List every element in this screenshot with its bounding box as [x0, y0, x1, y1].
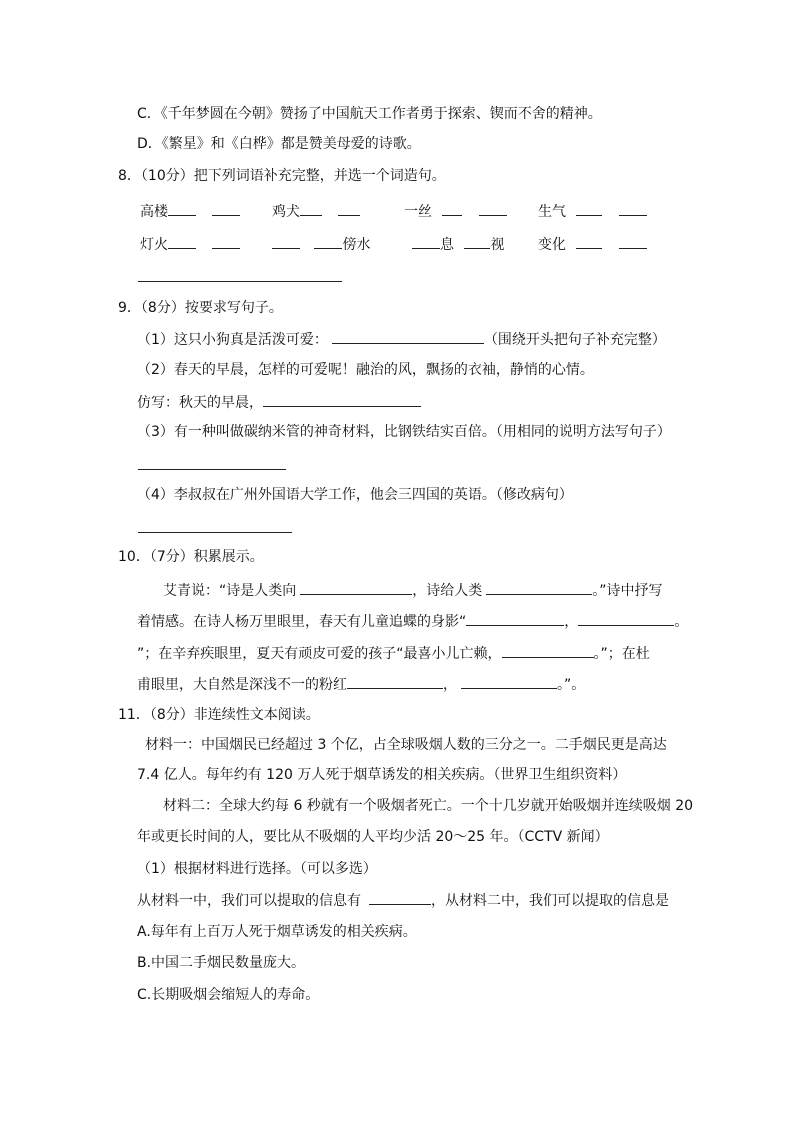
q11-option-b: B.中国二手烟民数量庞大。 — [137, 955, 306, 971]
q10-text: ， — [443, 677, 457, 693]
q8-word-yisi — [404, 201, 507, 222]
q10-text: 艾青说：“诗是人类向 — [163, 583, 297, 599]
q10-text: 甫眼里，大自然是深浅不一的粉红 — [137, 677, 347, 693]
q10-line-1 — [163, 580, 663, 601]
q11-material-2-a: 材料二：全球大约每 6 秒就有一个吸烟者死亡。一个十几岁就开始吸烟并连续吸烟 20 — [163, 798, 694, 814]
answer-blank[interactable] — [576, 201, 602, 216]
q10-text: 着情感。在诗人杨万里眼里，春天有儿童追蝶的身影“ — [137, 614, 467, 630]
q9-item-3-answer-line[interactable] — [138, 469, 286, 470]
q9-imitation — [137, 392, 421, 413]
answer-blank[interactable] — [619, 234, 647, 249]
q10-line-2 — [137, 611, 688, 632]
q9-item-1 — [137, 329, 666, 350]
q10-text: 。”诗中抒写 — [592, 583, 663, 599]
q11-item-1-question — [137, 890, 669, 911]
answer-blank[interactable] — [578, 611, 674, 626]
q11-title: 11．（8分）非连续性文本阅读。 — [118, 707, 320, 723]
q10-text: 。”；在杜 — [593, 646, 650, 662]
answer-blank[interactable] — [212, 201, 240, 216]
answer-blank[interactable] — [300, 580, 412, 595]
answer-blank[interactable] — [168, 234, 196, 249]
q10-title: 10．（7分）积累展示。 — [118, 549, 264, 565]
q11-option-c: C.长期吸烟会缩短人的寿命。 — [137, 987, 320, 1003]
q8-word-text: 一丝 — [404, 204, 432, 220]
answer-blank[interactable] — [272, 234, 300, 249]
answer-blank[interactable] — [300, 201, 322, 216]
q10-text: 。”。 — [557, 677, 586, 693]
answer-blank[interactable] — [466, 611, 564, 626]
answer-blank[interactable] — [461, 674, 557, 689]
q10-line-4 — [137, 674, 585, 695]
q11-text: ，从材料二中，我们可以提取的信息是 — [431, 893, 669, 909]
answer-blank[interactable] — [369, 890, 431, 905]
q8-word-bangshui — [272, 234, 370, 255]
q7-option-c: C．《千年梦圆在今朝》赞扬了中国航天工作者勇于探索、锲而不舍的精神。 — [137, 106, 602, 122]
q8-word-text: 息 — [440, 237, 454, 253]
answer-blank[interactable] — [412, 234, 440, 249]
q11-item-1: （1）根据材料进行选择。（可以多选） — [137, 861, 377, 877]
q8-word-jiquan — [272, 201, 360, 222]
q9-item-2: （2）春天的早晨，怎样的可爱呢！融治的风，飘扬的衣袖，静悄的心情。 — [137, 362, 594, 378]
q11-material-1-b: 7.4 亿人。每年约有 120 万人死于烟草诱发的相关疾病。（世界卫生组织资料） — [137, 767, 627, 783]
q11-material-2-b: 年或更长时间的人，要比从不吸烟的人平均少活 20～25 年。（CCTV 新闻） — [137, 829, 609, 845]
q8-word-xishi — [412, 234, 504, 255]
q7-option-d: D．《繁星》和《白桦》都是赞美母爱的诗歌。 — [137, 136, 421, 152]
q10-line-3 — [137, 643, 650, 664]
q8-word-denghuo — [140, 234, 240, 255]
q8-sentence-line[interactable] — [138, 281, 342, 282]
q8-word-text: 高楼 — [140, 204, 168, 220]
q8-word-text: 生气 — [538, 204, 566, 220]
q9-item-1-text: （1）这只小狗真是活泼可爱： — [137, 332, 328, 348]
answer-blank[interactable] — [314, 234, 342, 249]
q9-title: 9．（8分）按要求写句子。 — [118, 300, 283, 316]
q9-imitation-text: 仿写：秋天的早晨， — [137, 395, 263, 411]
answer-blank[interactable] — [338, 201, 360, 216]
answer-blank[interactable] — [502, 643, 594, 658]
answer-blank[interactable] — [442, 201, 462, 216]
answer-blank[interactable] — [347, 674, 443, 689]
q8-word-text: 鸡犬 — [272, 204, 300, 220]
q8-word-text: 傍水 — [342, 237, 371, 253]
q11-material-1-a: 材料一：中国烟民已经超过 3 个亿，占全球吸烟人数的三分之一。二手烟民更是高达 — [145, 737, 667, 753]
answer-blank[interactable] — [486, 580, 592, 595]
q8-word-text: 变化 — [538, 237, 566, 253]
answer-blank[interactable] — [619, 201, 647, 216]
answer-blank[interactable] — [464, 234, 490, 249]
q9-item-4-answer-line[interactable] — [138, 532, 292, 533]
answer-blank[interactable] — [168, 201, 196, 216]
q8-title: 8．（10分）把下列词语补充完整，并选一个词造句。 — [118, 168, 446, 184]
q10-text: 。 — [674, 614, 689, 630]
q9-item-4: （4）李叔叔在广州外国语大学工作，他会三四国的英语。（修改病句） — [137, 487, 573, 503]
q11-text: 从材料一中，我们可以提取的信息有 — [137, 893, 361, 909]
q10-text: ， — [564, 614, 579, 630]
q8-word-text: 灯火 — [140, 237, 168, 253]
q9-item-3: （3）有一种叫做碳纳米管的神奇材料，比钢铁结实百倍。（用相同的说明方法写句子） — [137, 424, 671, 440]
q10-text: ”；在辛弃疾眼里，夏天有顽皮可爱的孩子“最喜小儿亡赖， — [137, 646, 502, 662]
q8-word-bianhua — [538, 234, 647, 255]
answer-blank[interactable] — [212, 234, 240, 249]
answer-blank[interactable] — [263, 392, 421, 407]
q8-word-shengqi — [538, 201, 647, 222]
q8-word-text: 视 — [490, 237, 505, 253]
answer-blank[interactable] — [332, 329, 484, 344]
q10-text: ，诗给人类 — [412, 583, 483, 599]
q9-item-1-instruction: （围绕开头把句子补充完整） — [483, 332, 666, 348]
q11-option-a: A.每年有上百万人死于烟草诱发的相关疾病。 — [137, 924, 417, 940]
q8-word-gaolou — [140, 201, 240, 222]
answer-blank[interactable] — [479, 201, 507, 216]
answer-blank[interactable] — [576, 234, 602, 249]
